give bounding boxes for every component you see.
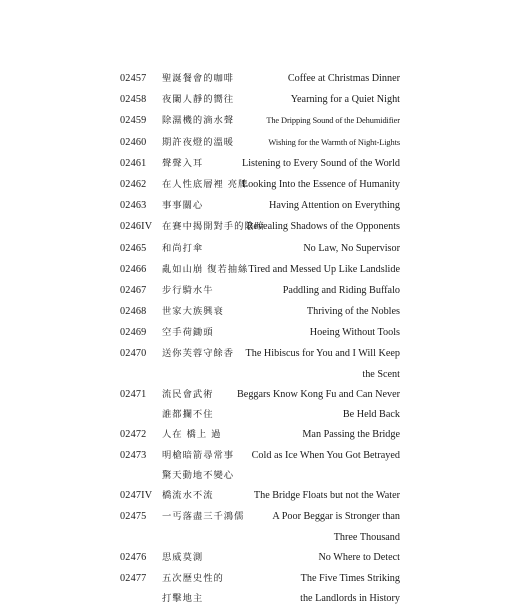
entry-code: 02471 — [120, 388, 147, 400]
entry-english-title-continued: Be Held Back — [342, 408, 400, 420]
list-item — [120, 153, 400, 174]
entry-code: 02459 — [120, 115, 147, 127]
entry-english-title: Thriving of the Nobles — [306, 306, 400, 318]
entry-chinese-title: 在人性底層裡 亮牌 — [162, 178, 249, 190]
list-item — [120, 485, 400, 506]
entry-english-title-continued: Three Thousand — [333, 531, 400, 543]
list-item — [120, 384, 400, 405]
entry-english-title: No Where to Detect — [318, 551, 400, 563]
entry-chinese-title-continued: 打擊地主 — [162, 592, 204, 604]
list-item-continuation — [120, 528, 400, 547]
entry-chinese-title: 五次歷史性的 — [162, 572, 224, 584]
entry-english-title: No Law, No Supervisor — [303, 242, 400, 254]
list-item — [120, 238, 400, 259]
entry-code: 0246IV — [120, 221, 153, 233]
entry-chinese-title: 和尚打傘 — [162, 242, 204, 254]
entry-code: 02458 — [120, 94, 147, 106]
entry-code: 02477 — [120, 572, 147, 584]
entry-code: 02457 — [120, 73, 147, 84]
list-item — [120, 68, 400, 89]
entry-english-title: A Poor Beggar is Stronger than — [272, 511, 400, 523]
entry-code: 02473 — [120, 450, 147, 461]
entry-chinese-title: 夜闌人靜的嚮往 — [162, 94, 235, 106]
entry-chinese-title: 期許夜燈的溫暖 — [162, 136, 235, 148]
entry-english-title: The Bridge Floats but not the Water — [253, 490, 400, 502]
list-item-continuation — [120, 466, 400, 485]
entry-code: 02468 — [120, 306, 147, 318]
entry-code: 02465 — [120, 242, 147, 254]
list-item-continuation — [120, 405, 400, 424]
entry-english-title: Hoeing Without Tools — [309, 327, 400, 339]
entry-chinese-title: 世家大族興衰 — [162, 306, 224, 318]
entry-code: 02461 — [120, 157, 147, 169]
entry-chinese-title: 步行騎水牛 — [162, 284, 214, 296]
entry-code: 02463 — [120, 200, 147, 212]
entry-chinese-title: 橋流水不流 — [162, 490, 214, 502]
list-item — [120, 89, 400, 110]
entry-chinese-title: 送你芙蓉守餘香 — [162, 348, 235, 360]
entry-chinese-title: 在賽中揭開對手的陰暗 — [162, 221, 265, 233]
entry-english-title: Yearning for a Quiet Night — [290, 94, 400, 106]
list-item — [120, 259, 400, 280]
list-item — [120, 343, 400, 364]
entry-english-title-continued: the Landlords in History — [300, 592, 400, 604]
translation-list — [120, 68, 400, 608]
list-item — [120, 216, 400, 237]
entry-english-title: The Hibiscus for You and I Will Keep — [245, 348, 400, 360]
entry-code: 02462 — [120, 178, 147, 190]
entry-chinese-title: 聲聲入耳 — [162, 157, 204, 169]
entry-code: 02466 — [120, 263, 147, 275]
entry-chinese-title: 亂如山崩 復若抽絲 — [162, 263, 249, 275]
entry-english-title: The Five Times Striking — [300, 572, 400, 584]
entry-code: 02460 — [120, 136, 147, 148]
list-item — [120, 322, 400, 343]
entry-english-title: Beggars Know Kong Fu and Can Never — [237, 388, 400, 400]
entry-code: 02476 — [120, 551, 147, 563]
entry-english-title-continued: the Scent — [362, 368, 400, 380]
entry-english-title: The Dripping Sound of the Dehumidifier — [266, 116, 400, 126]
list-item — [120, 132, 400, 153]
entry-english-title: Cold as Ice When You Got Betrayed — [251, 450, 400, 461]
entry-chinese-title: 明槍暗箭尋常事 — [162, 450, 235, 461]
entry-code: 02472 — [120, 428, 147, 440]
entry-chinese-title: 流民會武術 — [162, 388, 214, 400]
entry-chinese-title: 事事關心 — [162, 200, 204, 212]
list-item — [120, 280, 400, 301]
list-item — [120, 568, 400, 589]
list-item — [120, 195, 400, 216]
entry-chinese-title-continued: 驚天動地不變心 — [162, 470, 235, 482]
entry-code: 02470 — [120, 348, 147, 360]
entry-english-title: Paddling and Riding Buffalo — [282, 284, 400, 296]
list-item — [120, 445, 400, 466]
entry-chinese-title: 人在 橋上 過 — [162, 428, 222, 440]
list-item — [120, 110, 400, 131]
entry-chinese-title: 除濕機的滴水聲 — [162, 115, 235, 127]
entry-english-title: Looking Into the Essence of Humanity — [241, 178, 400, 190]
entry-code: 02475 — [120, 511, 147, 523]
entry-code: 02469 — [120, 327, 147, 339]
entry-chinese-title: 思威莫測 — [162, 551, 204, 563]
list-item — [120, 174, 400, 195]
entry-code: 0247IV — [120, 490, 153, 502]
list-item — [120, 424, 400, 445]
entry-chinese-title: 空手荷鋤頭 — [162, 327, 214, 339]
entry-english-title: Coffee at Christmas Dinner — [287, 73, 400, 84]
entry-english-title: Man Passing the Bridge — [302, 428, 400, 440]
entry-chinese-title: 聖誕餐會的咖啡 — [162, 73, 235, 84]
entry-english-title: Tired and Messed Up Like Landslide — [248, 263, 400, 275]
list-item — [120, 506, 400, 527]
list-item — [120, 301, 400, 322]
entry-chinese-title-continued: 誰都攔不住 — [162, 408, 214, 420]
entry-chinese-title: 一丐落盡三千鴻儒 — [162, 511, 245, 523]
list-item-continuation — [120, 365, 400, 384]
entry-english-title: Revealing Shadows of the Opponents — [246, 221, 400, 233]
entry-english-title: Wishing for the Warmth of Night-Lights — [268, 137, 400, 147]
entry-english-title: Having Attention on Everything — [268, 200, 400, 212]
list-item-continuation — [120, 589, 400, 608]
list-item — [120, 547, 400, 568]
entry-code: 02467 — [120, 284, 147, 296]
entry-english-title: Listening to Every Sound of the World — [241, 157, 400, 169]
